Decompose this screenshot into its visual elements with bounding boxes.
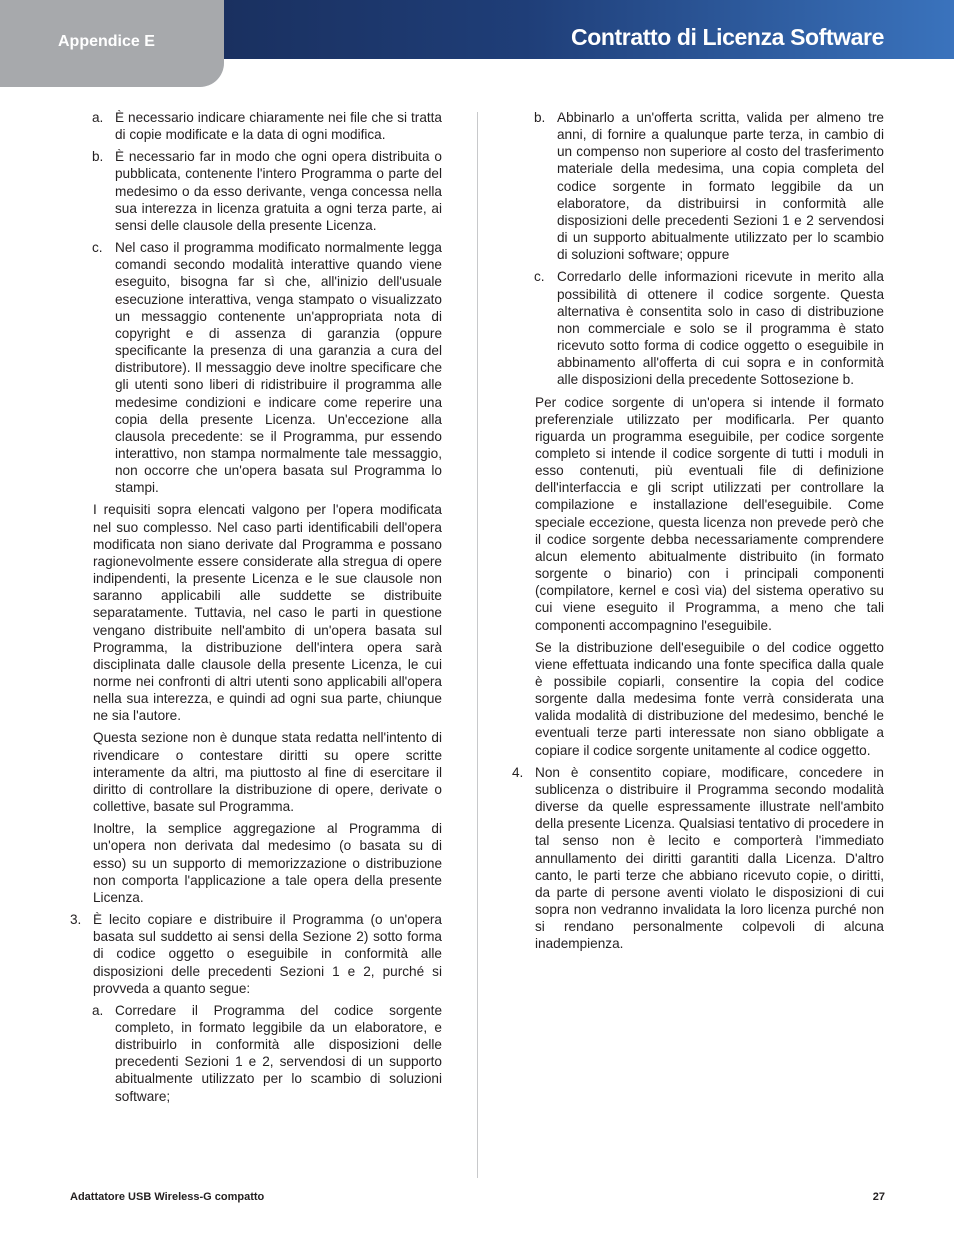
body-paragraph: Questa sezione non è dunque stata redatta nell'intento di rivendicare o contestare diritti su opere scritte interamente da altri, ma piuttosto al fine di esercitare il diritto di controllare la distribuzione di opere, derivate o collettive, basate sul Programma. [93, 730, 442, 815]
list-marker: b. [92, 149, 104, 165]
right-column [512, 109, 884, 958]
body-paragraph: Inoltre, la semplice aggregazione al Programma di un'opera non derivata dal medesimo (o basata su di esso) su un supporto di memorizzazione o distribuzione non comporta l'applicazione a tale opera della presente Licenza. [93, 821, 442, 905]
column-divider [477, 112, 478, 1178]
list-marker: c. [534, 269, 545, 285]
list-item-text: Corredare il Programma del codice sorgente completo, in formato leggibile da un elaboratore, e distribuirlo in conformità alle disposizioni delle precedenti Sezioni 1 e 2, servendosi di un supporto abitualmente utilizzato per lo scambio di soluzioni software; [115, 1002, 442, 1104]
list-item-text: È lecito copiare e distribuire il Programma (o un'opera basata sul suddetto ai sensi della Sezione 2) sotto forma di codice oggetto o eseguibile in conformità alle disposizioni delle precedenti Sezioni 1 e 2, purché si provveda a quanto segue: [93, 912, 442, 996]
list-item [70, 148, 442, 234]
body-paragraph: Se la distribuzione dell'eseguibile o del codice oggetto viene effettuata indicando una fonte specifica dalla quale è possibile copiarli, consentire la copia del codice sorgente dalla medesima fonte verrà considerata una valida modalità di distribuzione del medesimo, benché le eventuali terze parti interessate non siano obbligate a copiare il codice sorgente unitamente al codice oggetto. [535, 639, 884, 758]
body-paragraph: Per codice sorgente di un'opera si intende il formato preferenziale utilizzato per modificarla. Per quanto riguarda un programma eseguibile, per codice sorgente completo si intende il codice sorgente di tutti i moduli in esso contenuti, più eventuali file di definizione dell'interfaccia e gli script utilizzati per controllare la compilazione e installazione dell'eseguibile. Come speciale eccezione, questa licenza non prevede però che il codice sorgente debba necessariamente comprendere alcun elemento abitualmente distribuito (in formato sorgente o binario) con i principali componenti (compilatore, kernel e così via) del sistema operativo su cui viene eseguito il Programma, a meno che tali componenti accompagnino l'eseguibile. [535, 394, 884, 633]
list-item-text: Non è consentito copiare, modificare, concedere in sublicenza o distribuire il Programma secondo modalità diverse da quelle espressamente illustrate nell'ambito della presente Licenza. Qualsiasi tentativo di procedere in tal senso non è lecito e comporterà l'immediato annullamento dei diritti garantiti dalla Licenza. D'altro canto, le parti terze che abbiano ricevuto copie, o diritti, da parte di persone aventi violato le disposizioni di cui sopra non vedranno invalidata la loro licenza purché non si rendano personalmente colpevoli di alcuna inadempienza. [535, 764, 884, 952]
list-item [70, 1002, 442, 1105]
list-marker: 3. [70, 912, 82, 928]
left-column [70, 109, 442, 1110]
list-item [512, 109, 884, 263]
list-item-text: È necessario far in modo che ogni opera distribuita o pubblicata, contenente l'intero Programma o parte del medesimo o da esso derivante, venga concessa nella sua interezza in licenza gratuita a ogni terza parte, ai sensi delle clausole della presente Licenza. [115, 149, 442, 233]
list-item [512, 764, 884, 953]
list-marker: c. [92, 240, 103, 256]
list-item-text: Corredarlo delle informazioni ricevute in merito alla possibilità di ottenere il codice sorgente. Questa alternativa è consentita solo in caso di distribuzione non commerciale e solo se il programma è stato ricevuto sotto forma di codice oggetto o eseguibile in abbinamento all'offerta di cui sopra e in conformità alle disposizioni della precedente Sottosezione b. [557, 269, 884, 388]
body-paragraph: I requisiti sopra elencati valgono per l'opera modificata nel suo complesso. Nel caso parti identificabili dell'opera modificata non siano derivate dal Programma e possano ragionevolmente essere considerate alla stregua di opere indipendenti, la presente Licenza e le sue clausole non saranno applicabili alle suddette se distribuite separatamente. Tuttavia, nel caso le parti in questione vengano distribuite nell'ambito di un'opera basata sul Programma, la distribuzione dell'intera opera sarà disciplinata dalle clausole della presente Licenza, le cui norme nei confronti di altri utenti sono applicabili all'opera nella sua interezza, e quindi ad ogni sua parte, chiunque ne sia l'autore. [93, 502, 442, 724]
appendix-label: Appendice E [58, 33, 155, 50]
list-marker: 4. [512, 764, 524, 780]
list-marker: a. [92, 110, 104, 125]
list-item [70, 109, 442, 143]
list-item-text: Nel caso il programma modificato normalmente legga comandi secondo modalità interattive quando viene eseguito, bisogna far sì che, all'inizio dell'usuale esecuzione interattiva, venga stampato o visualizzato un messaggio contenente un'appropriata nota di copyright e di assenza di garanzia (oppure specificante la presenza di una garanzia a cura del distributore). Il messaggio deve inoltre specificare che gli utenti sono liberi di ridistribuire il programma alle medesime condizioni e indicare come reperire una copia della presente Licenza. Un'eccezione alla clausola precedente: se il Programma, pur essendo interattivo, non stampa normalmente tale messaggio, non occorre che un'opera basata sul Programma lo stampi. [115, 240, 442, 496]
appendix-tab [0, 0, 224, 87]
page-number: 27 [872, 1191, 885, 1203]
list-item-text: È necessario indicare chiaramente nei file che si tratta di copie modificate e la data di ogni modifica. [115, 110, 442, 143]
list-item [70, 239, 442, 496]
list-marker: b. [534, 110, 546, 125]
list-item-text: Abbinarlo a un'offerta scritta, valida per almeno tre anni, di fornire a qualunque parte terza, in cambio di un compenso non superiore al costo del trasferimento materiale della medesima, una copia completa del codice sorgente in formato leggibile da un elaboratore, da distribuirsi in conformità alle disposizioni delle precedenti Sezioni 1 e 2 servendosi di un supporto abitualmente utilizzato per lo scambio di soluzioni software; oppure [557, 110, 884, 263]
list-item [70, 911, 442, 997]
list-item [512, 268, 884, 388]
footer-product-name: Adattatore USB Wireless-G compatto [70, 1191, 265, 1203]
list-marker: a. [92, 1002, 104, 1018]
page-title: Contratto di Licenza Software [571, 24, 884, 50]
